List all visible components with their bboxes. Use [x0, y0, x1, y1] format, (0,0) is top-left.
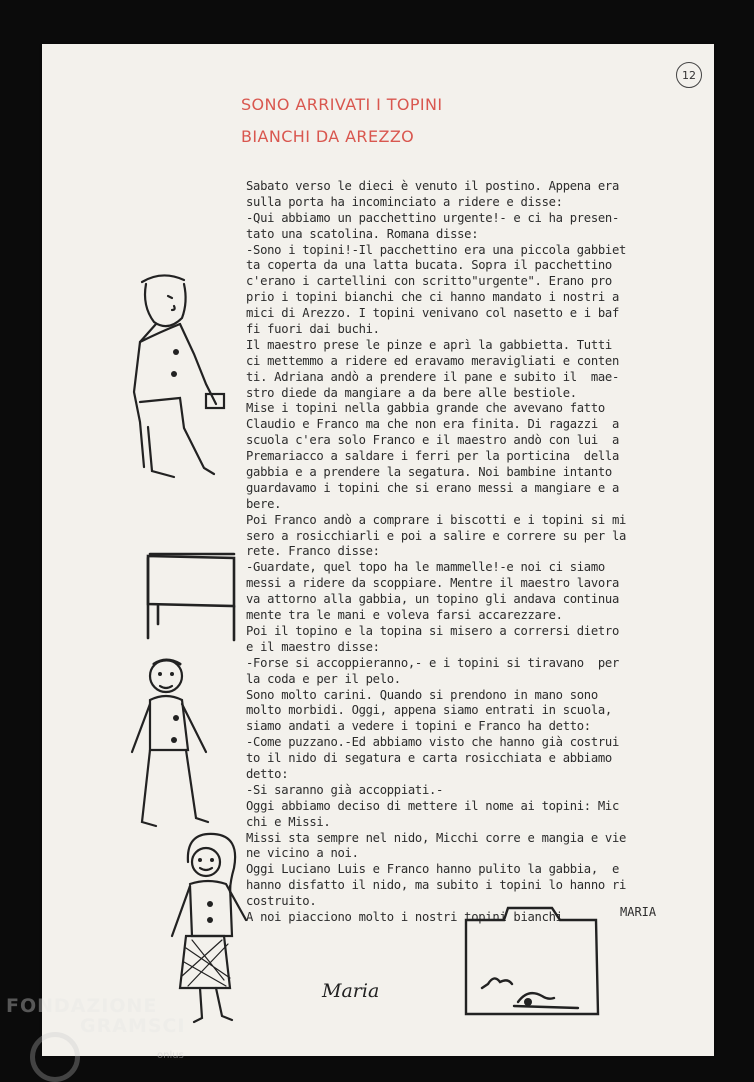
- text-line: ne vicino a noi.: [246, 846, 359, 861]
- text-line: Oggi abbiamo deciso di mettere il nome ai topini: Mic: [246, 798, 619, 813]
- text-line: rete. Franco disse:: [246, 544, 380, 559]
- text-line: Missi sta sempre nel nido, Micchi corre e mangia e vie: [246, 830, 627, 845]
- text-line: ci mettemmo a ridere ed eravamo meravigliati e conten: [246, 353, 619, 368]
- text-line: fi fuori dai buchi.: [246, 322, 380, 337]
- text-line: mente tra le mani e voleva farsi accarezzare.: [246, 608, 563, 623]
- text-line: sero a rosicchiarli e poi a salire e correre su per la: [246, 528, 627, 543]
- text-line: c'erano i cartellini con scritto"urgente". Erano pro: [246, 274, 612, 289]
- text-line: Claudio e Franco ma che non era finita. Di ragazzi a: [246, 417, 619, 432]
- text-line: stro diede da mangiare a da bere alle bestiole.: [246, 385, 577, 400]
- text-line: prio i topini bianchi che ci hanno mandato i nostri a: [246, 290, 619, 305]
- watermark-line-2: GRAMSCI: [80, 1015, 186, 1037]
- title-line-1: SONO ARRIVATI I TOPINI: [241, 95, 443, 114]
- author-name: MARIA: [620, 905, 657, 919]
- text-line: hanno disfatto il nido, ma subito i topini lo hanno ri: [246, 878, 627, 893]
- text-line: sulla porta ha incominciato a ridere e disse:: [246, 194, 563, 209]
- text-line: tato una scatolina. Romana disse:: [246, 226, 479, 241]
- watermark: [6, 995, 186, 1061]
- text-line: gabbia e a prendere la segatura. Noi bambine intanto: [246, 465, 612, 480]
- text-line: chi e Missi.: [246, 814, 331, 829]
- watermark-line-3: onlus: [157, 1050, 184, 1061]
- text-line: -Come puzzano.-Ed abbiamo visto che hanno già costrui: [246, 735, 619, 750]
- text-line: Sabato verso le dieci è venuto il postino. Appena era: [246, 179, 619, 193]
- text-line: messi a ridere da scoppiare. Mentre il maestro lavora: [246, 576, 619, 591]
- text-line: Poi Franco andò a comprare i biscotti e i topini si mi: [246, 512, 627, 527]
- text-line: -Guardate, quel topo ha le mammelle!-e noi ci siamo: [246, 560, 605, 575]
- text-line: -Qui abbiamo un pacchettino urgente!- e ci ha presen-: [246, 210, 619, 225]
- watermark-line-1: FONDAZIONE: [6, 995, 158, 1017]
- signature: Maria: [322, 980, 380, 1002]
- title-line-2: BIANCHI DA AREZZO: [241, 127, 415, 146]
- text-line: Oggi Luciano Luis e Franco hanno pulito la gabbia, e: [246, 862, 619, 877]
- text-line: -Forse si accoppieranno,- e i topini si tiravano per: [246, 655, 619, 670]
- text-line: va attorno alla gabbia, un topino gli andava continua: [246, 592, 619, 607]
- watermark-logo-icon: [30, 1032, 80, 1082]
- text-line: molto morbidi. Oggi, appena siamo entrati in scuola,: [246, 703, 612, 718]
- text-line: bere.: [246, 496, 282, 511]
- cage-with-mice-drawing: [458, 904, 608, 1019]
- text-line: Mise i topini nella gabbia grande che avevano fatto: [246, 401, 605, 416]
- text-line: guardavamo i topini che si erano messi a mangiare e a: [246, 480, 619, 495]
- text-line: scuola c'era solo Franco e il maestro andò con lui a: [246, 433, 619, 448]
- text-line: A noi piacciono molto i nostri topini bianchi.: [246, 909, 570, 924]
- text-line: Il maestro prese le pinze e aprì la gabbietta. Tutti: [246, 337, 612, 352]
- text-line: siamo andati a vedere i topini e Franco ha detto:: [246, 719, 591, 734]
- text-line: Poi il topino e la topina si misero a corrersi dietro: [246, 623, 619, 638]
- text-line: Premariacco a saldare i ferri per la porticina della: [246, 449, 619, 464]
- story-text: [246, 179, 686, 926]
- page-number: 12: [676, 62, 702, 88]
- text-line: to il nido di segatura e carta rosicchiata e abbiamo: [246, 751, 612, 766]
- text-line: detto:: [246, 766, 289, 781]
- text-line: -Sono i topini!-Il pacchettino era una piccola gabbiet: [246, 242, 627, 257]
- text-line: la coda e per il pelo.: [246, 671, 401, 686]
- boy-with-bag-drawing: [128, 262, 228, 487]
- text-line: -Si saranno già accoppiati.-: [246, 782, 444, 797]
- boy-drawing: [116, 656, 221, 831]
- text-line: mici di Arezzo. I topini venivano col nasetto e i baf: [246, 306, 619, 321]
- table-drawing: [140, 546, 240, 646]
- text-line: costruito.: [246, 894, 317, 909]
- text-line: ti. Adriana andò a prendere il pane e subito il mae-: [246, 369, 619, 384]
- text-line: Sono molto carini. Quando si prendono in mano sono: [246, 687, 598, 702]
- text-line: ta coperta da una latta bucata. Sopra il pacchettino: [246, 258, 612, 273]
- text-line: e il maestro disse:: [246, 639, 380, 654]
